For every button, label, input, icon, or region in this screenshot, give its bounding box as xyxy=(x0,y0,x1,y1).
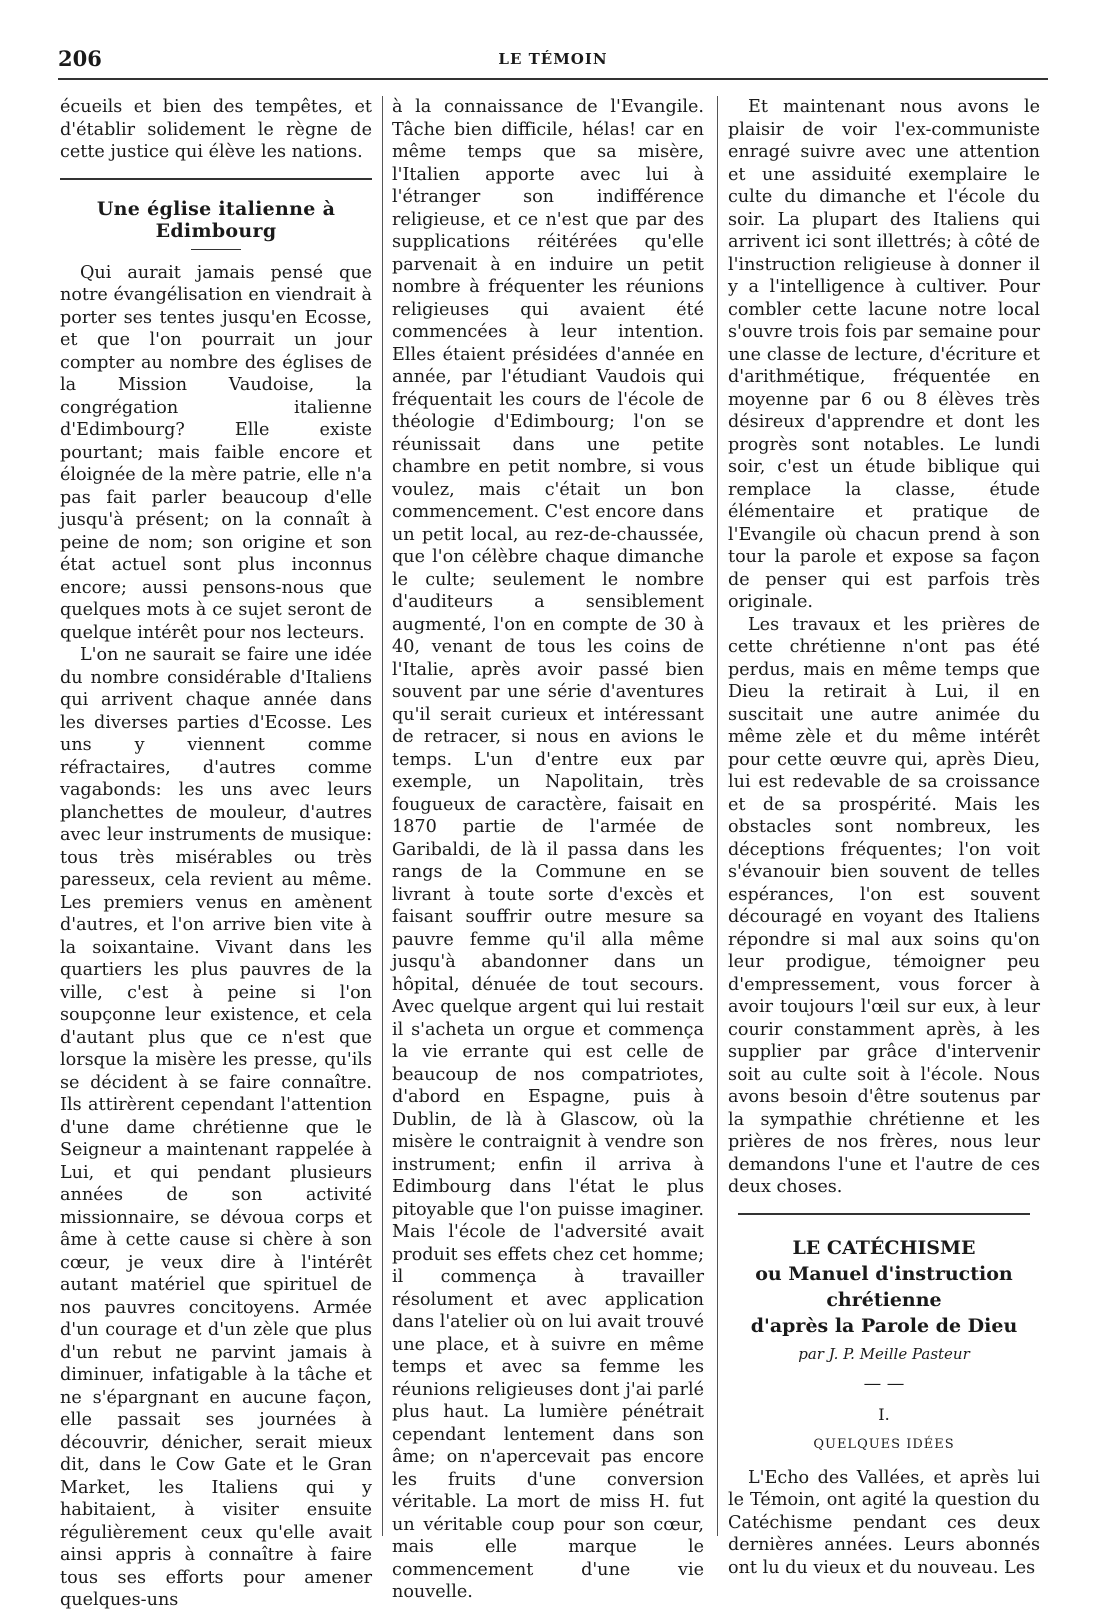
catechism-title: LE CATÉCHISME xyxy=(792,1236,976,1259)
column-1 xyxy=(60,96,372,1610)
section-number: I. xyxy=(878,1404,890,1424)
section-divider xyxy=(60,178,372,180)
running-title: LE TÉMOIN xyxy=(498,50,608,68)
paragraph: à la connaissance de l'Evangile. Tâche bien difficile, hélas! car en même temps que sa misère, l'Italien apporte avec lui à l'étranger son indifférence religieuse, et ce n'est que par des supplications réitérées qu'elle parvenait à en induire un petit nombre à fréquenter les réunions religieuses qui avaient été commencées à leur intention. Elles étaient présidées d'année en année, par l'étudiant Vaudois qui fréquentait les cours de l'école de théologie d'Edimbourg; l'on se réunissait dans une petite chambre en petit nombre, si vous voulez, mais c'était un bon commencement. C'est encore dans un petit local, au rez-de-chaussée, que l'on célèbre chaque dimanche le culte; seulement le nombre d'auditeurs a sensiblement augmenté, l'on en compte de 30 à 40, venant de tous les coins de l'Italie, après avoir passé bien souvent par une série d'aventures qu'il serait curieux et intéressant de retracer, si nous en avions le temps. L'un d'entre eux par exemple, un Napolitain, très fougueux de caractère, faisait en 1870 partie de l'armée de Garibaldi, de là il passa dans les rangs de la Commune en se livrant à toute sorte d'excès et faisant souffrir outre mesure sa pauvre femme qu'il alla même jusqu'à abandonner dans un hôpital, dénuée de tout secours. Avec quelque argent qui lui restait il s'acheta un orgue et commença la vie errante qui est celle de beaucoup de nos compatriotes, d'abord en Espagne, puis à Dublin, de là à Glascow, où la misère le contraignit à vendre son instrument; enfin il arriva à Edimbourg dans l'état le plus pitoyable que l'on puisse imaginer. Mais l'école de l'adversité avait produit ses effets chez cet homme; il commença à travailler résolument et avec application dans l'atelier où on lui avait trouvé une place, et à suivre en même temps et avec sa femme les réunions religieuses dont j'ai parlé plus haut. La lumière pénétrait cependant lentement dans son âme; on n'apercevait pas encore les fruits d'une conversion véritable. La mort de miss H. fut un véritable coup pour son cœur, mais elle marque le commencement d'une vie nouvelle. xyxy=(392,97,704,1602)
section-divider xyxy=(738,1213,1030,1215)
catechism-subtitle: ou Manuel d'instruction chrétienne xyxy=(755,1262,1013,1311)
dash-separator: — — xyxy=(863,1374,905,1394)
column-rule xyxy=(717,96,718,1536)
column-rule xyxy=(382,96,383,1536)
title-underline xyxy=(191,249,241,250)
column-3 xyxy=(728,96,1040,1578)
paragraph: Les travaux et les prières de cette chrétienne n'ont pas été perdus, mais en même temps que Dieu la retirait à Lui, il en suscitait une autre animée du même zèle et du même intérêt pour cette œuvre qui, après Dieu, lui est redevable de sa croissance et de sa prospérité. Mais les obstacles sont nombreux, les déceptions fréquentes; l'on voit s'évanouir bien souvent de telles espérances, l'on est souvent découragé en voyant des Italiens répondre si mal aux soins qu'on leur prodigue, témoigner peu d'empressement, vous forcer à avoir toujours l'œil sur eux, à leur courir constamment après, à les supplier par grâce d'intervenir soit au culte soit à l'école. Nous avons besoin d'être soutenus par la sympathie chrétienne et les prières de nos frères, nous leur demandons l'une et l'autre de ces deux choses. xyxy=(728,614,1040,1197)
paragraph: Et maintenant nous avons le plaisir de voir l'ex-communiste enragé suivre avec une attention et une assiduité exemplaire le culte du dimanche et l'école du soir. La plupart des Italiens qui arrivent ici sont illettrés; à côté de l'instruction religieuse à donner il y a l'intelligence à cultiver. Pour combler cette lacune notre local s'ouvre trois fois par semaine pour une classe de lecture, d'écriture et d'arithmétique, fréquentée en moyenne par 6 ou 8 élèves très désireux d'apprendre et dont les progrès sont notables. Le lundi soir, c'est un étude biblique qui remplace la classe, étude élémentaire et pratique de l'Evangile où chacun prend à son tour la parole et expose sa façon de penser qui est parfois très originale. xyxy=(728,97,1040,612)
section-title: QUELQUES IDÉES xyxy=(813,1437,955,1452)
author-byline: par J. P. Meille Pasteur xyxy=(798,1344,970,1363)
paragraph: Qui aurait jamais pensé que notre évangélisation en viendrait à porter ses tentes jusqu'en Ecosse, et que l'on pourrait un jour compter au nombre des églises de la Mission Vaudoise, la congrégation italienne d'Edimbourg? Elle existe pourtant; mais faible encore et éloignée de la mère patrie, elle n'a pas fait parler beaucoup d'elle jusqu'à présent; on la connaît à peine de nom; son origine et son état actuel sont plus inconnus encore; aussi pensons-nous que quelques mots à ce sujet seront de quelque intérêt pour nos lecteurs. xyxy=(60,262,372,643)
page-header xyxy=(58,44,1048,80)
paragraph: L'on ne saurait se faire une idée du nombre considérable d'Italiens qui arrivent chaque année dans les diverses parties d'Ecosse. Les uns y viennent comme réfractaires, d'autres comme vagabonds: les uns avec leurs planchettes de mouleur, d'autres avec leur instruments de musique: tous très misérables ou très paresseux, cela revient au même. Les premiers venus en amènent d'autres, et l'on arrive bien vite à la soixantaine. Vivant dans les quartiers les plus pauvres de la ville, c'est à peine si l'on soupçonne leur existence, et cela d'autant plus que ce n'est que lorsque la misère les presse, qu'ils se décident à se faire connaître. Ils attirèrent cependant l'attention d'une dame chrétienne que le Seigneur a maintenant rappelée à Lui, et qui pendant plusieurs années de son activité missionnaire, se dévoua corps et âme à cette cause si chère à son cœur, je veux dire à l'intérêt autant matériel que spirituel de nos pauvres concitoyens. Armée d'un courage et d'un zèle que plus d'un rebut ne parvint jamais à diminuer, infatigable à la tâche et ne s'épargnant en aucune façon, elle passait ses journées à découvrir, dénicher, serait mieux dit, dans le Cow Gate et le Gran Market, les Italiens qui y habitaient, à visiter ensuite régulièrement ceux qu'elle avait ainsi appris à connaître à faire tous ses efforts pour amener quelques-uns xyxy=(60,645,372,1610)
paragraph: L'Echo des Vallées, et après lui le Témoin, ont agité la question du Catéchisme pendant ces deux dernières années. Leurs abonnés ont lu du vieux et du nouveau. Les xyxy=(728,1467,1040,1578)
column-2 xyxy=(392,96,704,1602)
page-number: 206 xyxy=(58,46,102,71)
article-title: Une église italienne à Edimbourg xyxy=(96,197,336,242)
paragraph: écueils et bien des tempêtes, et d'établir solidement le règne de cette justice qui élève les nations. xyxy=(60,97,372,162)
catechism-subtitle: d'après la Parole de Dieu xyxy=(750,1314,1018,1337)
